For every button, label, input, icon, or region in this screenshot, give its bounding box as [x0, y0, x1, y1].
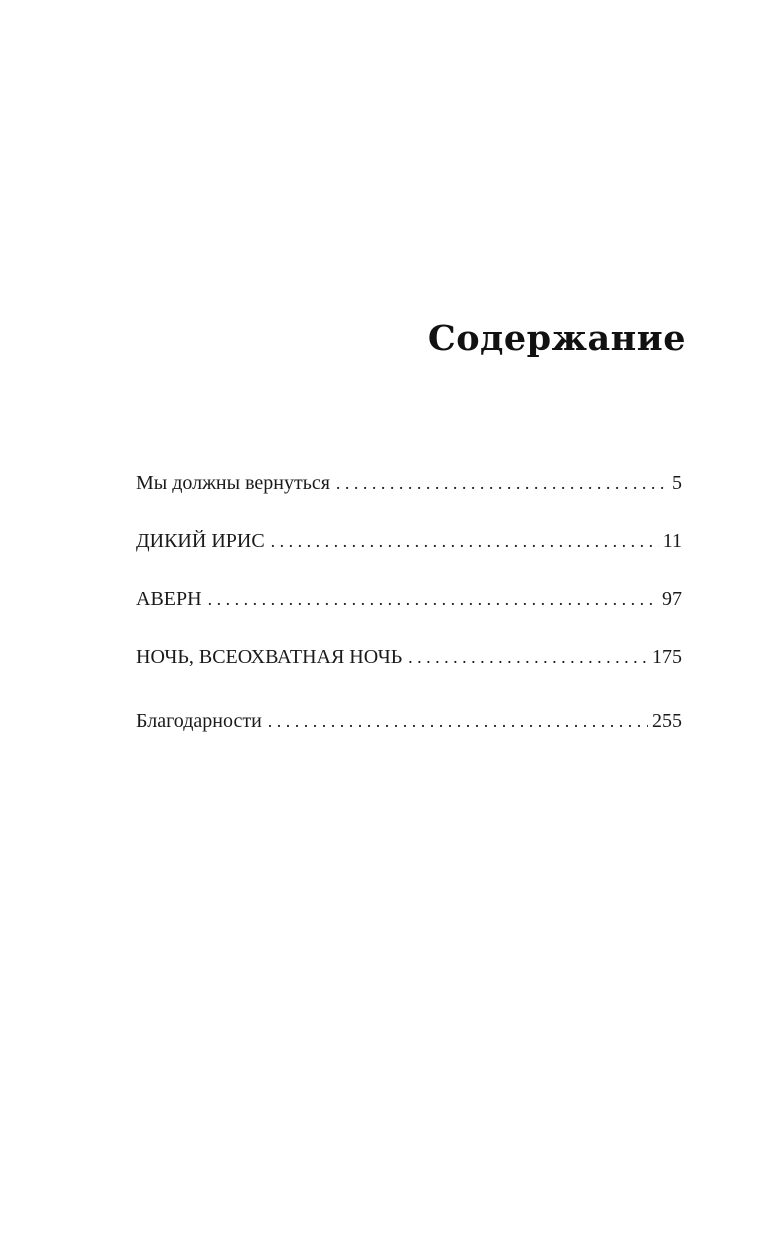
toc-entry[interactable]	[136, 529, 682, 553]
dot-leader	[268, 709, 648, 733]
toc-entry-title: АВЕРН	[136, 588, 202, 610]
toc-entry-page-number: 175	[652, 646, 682, 668]
toc-entry-title: Мы должны вернуться	[136, 472, 330, 494]
dot-leader	[336, 471, 668, 495]
toc-entry-title: Благодарности	[136, 710, 262, 732]
toc-entry[interactable]	[136, 471, 682, 495]
toc-entry-page-number: 97	[662, 588, 682, 610]
toc-entry-title: НОЧЬ, ВСЕОХВАТНАЯ НОЧЬ	[136, 646, 403, 668]
toc-entry-page-number: 5	[672, 472, 682, 494]
dot-leader	[208, 587, 658, 611]
dot-leader	[408, 645, 648, 669]
toc-entry-page-number: 11	[662, 530, 682, 552]
toc-entry[interactable]	[136, 709, 682, 733]
page-title: Содержание	[427, 318, 686, 359]
toc-entry-page-number: 255	[652, 710, 682, 732]
toc-entry[interactable]	[136, 645, 682, 669]
toc-entry-title: ДИКИЙ ИРИС	[136, 530, 265, 552]
toc-entry[interactable]	[136, 587, 682, 611]
dot-leader	[271, 529, 659, 553]
